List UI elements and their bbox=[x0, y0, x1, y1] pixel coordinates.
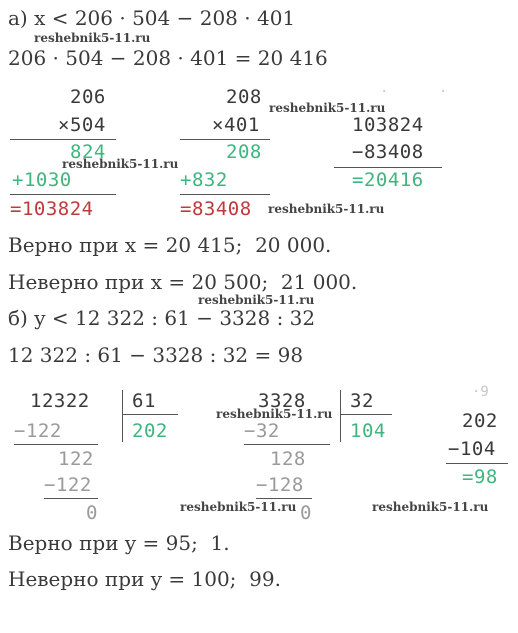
div2-rule1 bbox=[244, 444, 330, 445]
div1-rule2 bbox=[44, 498, 98, 499]
mult1-partial2: +1030 bbox=[12, 169, 72, 191]
mult2-rule2 bbox=[180, 194, 270, 195]
mult1-rule bbox=[10, 139, 116, 140]
watermark: reshebnik5-11.ru bbox=[268, 202, 385, 216]
mult2-partial1: 208 bbox=[226, 141, 262, 163]
watermark: reshebnik5-11.ru bbox=[372, 500, 489, 514]
div2-dividend: 3328 bbox=[258, 390, 306, 412]
watermark: reshebnik5-11.ru bbox=[216, 407, 333, 421]
watermark: reshebnik5-11.ru bbox=[62, 157, 179, 171]
div2-divisor: 32 bbox=[350, 390, 374, 412]
sub-b-result: =98 bbox=[462, 466, 498, 488]
mult2-result: =83408 bbox=[180, 198, 252, 220]
part-b-false-line: Неверно при y = 100; 99. bbox=[8, 567, 281, 591]
mult1-partial1: 824 bbox=[70, 141, 106, 163]
part-a-header: а) x < 206 · 504 − 208 · 401 bbox=[8, 6, 296, 30]
sub-b-rule bbox=[446, 463, 508, 464]
watermark: reshebnik5-11.ru bbox=[269, 101, 386, 115]
part-a-true-line: Верно при x = 20 415; 20 000. bbox=[8, 233, 332, 257]
div2-rem2: 0 bbox=[300, 502, 312, 524]
div2-vbar bbox=[340, 390, 341, 442]
part-b-equation: 12 322 : 61 − 3328 : 32 = 98 bbox=[8, 343, 304, 367]
mult2-a: 208 bbox=[226, 86, 262, 108]
div1-vbar bbox=[122, 390, 123, 442]
mult2-rule bbox=[180, 139, 270, 140]
sub-b-minuend: 202 bbox=[462, 410, 498, 432]
sub-a-result: =20416 bbox=[352, 169, 424, 191]
div2-rem1: 128 bbox=[270, 448, 306, 470]
div1-sub1: −122 bbox=[14, 420, 62, 442]
mult1-rule2 bbox=[10, 194, 116, 195]
sub-b-subtrahend: −104 bbox=[448, 438, 496, 460]
mult2-partial2: +832 bbox=[180, 169, 228, 191]
part-b-true-line: Верно при y = 95; 1. bbox=[8, 531, 230, 555]
sub-b-hint: ·9 bbox=[472, 384, 489, 400]
div1-divisor: 61 bbox=[132, 390, 156, 412]
watermark: reshebnik5-11.ru bbox=[34, 31, 151, 45]
div1-rem1: 122 bbox=[58, 448, 94, 470]
sub-a-minuend: 103824 bbox=[352, 114, 424, 136]
watermark: reshebnik5-11.ru bbox=[198, 293, 315, 307]
mult1-result: =103824 bbox=[10, 198, 94, 220]
mult1-b: ×504 bbox=[58, 114, 106, 136]
part-a-false-line: Неверно при x = 20 500; 21 000. bbox=[8, 270, 358, 294]
div1-rule1 bbox=[14, 444, 98, 445]
part-a-equation: 206 · 504 − 208 · 401 = 20 416 bbox=[8, 46, 328, 70]
div2-rule2 bbox=[256, 498, 312, 499]
div1-quotient: 202 bbox=[132, 420, 168, 442]
part-b-header: б) y < 12 322 : 61 − 3328 : 32 bbox=[8, 306, 316, 330]
sub-a-rule bbox=[334, 167, 442, 168]
div1-rem2: 0 bbox=[86, 502, 98, 524]
sub-a-hint: · · bbox=[380, 84, 448, 100]
div1-dividend: 12322 bbox=[30, 390, 90, 412]
div1-hbar bbox=[122, 414, 178, 415]
div2-sub1: −32 bbox=[244, 420, 280, 442]
mult1-a: 206 bbox=[70, 86, 106, 108]
mult2-b: ×401 bbox=[212, 114, 260, 136]
watermark: reshebnik5-11.ru bbox=[180, 500, 297, 514]
sub-a-subtrahend: −83408 bbox=[352, 141, 424, 163]
div2-sub2: −128 bbox=[256, 474, 304, 496]
div1-sub2: −122 bbox=[44, 474, 92, 496]
div2-quotient: 104 bbox=[350, 420, 386, 442]
div2-hbar bbox=[340, 414, 392, 415]
